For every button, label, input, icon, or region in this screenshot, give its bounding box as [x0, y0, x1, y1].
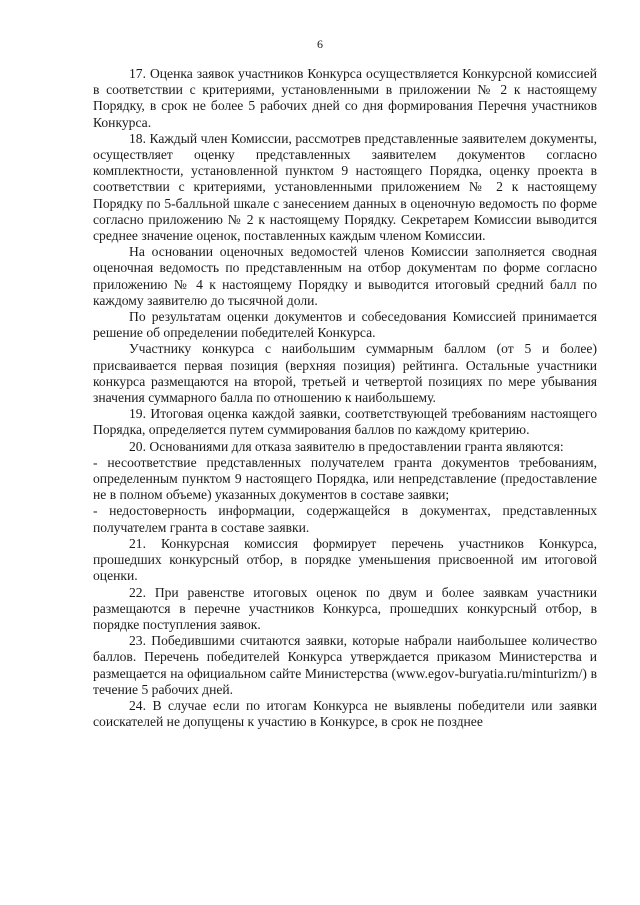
list-item-unreliable-info: - недостоверность информации, содержащейся в документах, представленных получателем гранта в составе заявки. [93, 503, 597, 535]
paragraph-23: 23. Победившими считаются заявки, которые набрали наибольшее количество баллов. Перечень победителей Конкурса утверждается приказом Министерства и размещается на официальном сайте Министерства (www.egov-buryatia.ru/minturizm/) в течение 5 рабочих дней. [93, 633, 597, 697]
list-item-noncompliance: - несоответствие представленных получателем гранта документов требованиям, определенным пунктом 9 настоящего Порядка, или непредставление (предоставление не в полном объеме) указанных документов в составе заявки; [93, 454, 597, 503]
paragraph-21: 21. Конкурсная комиссия формирует перечень участников Конкурса, прошедших конкурсный отбор, в порядке уменьшения присвоенной им итоговой оценки. [93, 535, 597, 584]
paragraph-19: 19. Итоговая оценка каждой заявки, соответствующей требованиям настоящего Порядка, определяется путем суммирования баллов по каждому критерию. [93, 406, 597, 438]
paragraph-summary-sheet: На основании оценочных ведомостей членов Комиссии заполняется сводная оценочная ведомость по представленным на отбор документам по форме согласно приложению № 4 к настоящему Порядку и выводится итоговый средний балл по каждому заявителю до тысячной доли. [93, 244, 597, 308]
paragraph-24: 24. В случае если по итогам Конкурса не выявлены победители или заявки соискателей не допущены к участию в Конкурсе, в срок не позднее [93, 697, 597, 730]
paragraph-18: 18. Каждый член Комиссии, рассмотрев представленные заявителем документы, осуществляет оценку представленных заявителем документов согласно комплектности, установленной пунктом 9 настоящего Порядка, оценку проекта в соответствии с критериями, установленными приложением № 2 к настоящему Порядку по 5-балльной шкале с занесением данных в оценочную ведомость по форме согласно приложению № 2 к настоящему Порядку. Секретарем Комиссии выводится среднее значение оценок, поставленных каждым членом Комиссии. [93, 130, 597, 244]
paragraph-winners-decision: По результатам оценки документов и собеседования Комиссией принимается решение об определении победителей Конкурса. [93, 309, 597, 341]
paragraph-17: 17. Оценка заявок участников Конкурса осуществляется Конкурсной комиссией в соответствии с критериями, установленными в приложении № 2 к настоящему Порядку, в срок не более 5 рабочих дней со дня формирования Перечня участников Конкурса. [93, 66, 597, 130]
page-number: 6 [317, 37, 323, 51]
paragraph-20: 20. Основаниями для отказа заявителю в предоставлении гранта являются: [129, 438, 564, 454]
document-body [93, 66, 597, 730]
paragraph-22: 22. При равенстве итоговых оценок по двум и более заявкам участники размещаются в перечне участников Конкурса, прошедших конкурсный отбор, в порядке поступления заявок. [93, 584, 597, 632]
paragraph-ranking: Участнику конкурса с наибольшим суммарным баллом (от 5 и более) присваивается первая позиция (верхняя позиция) рейтинга. Остальные участники конкурса размещаются на второй, третьей и четвертой позициях по мере убывания значения суммарного балла по отношению к наибольшему. [93, 341, 597, 406]
